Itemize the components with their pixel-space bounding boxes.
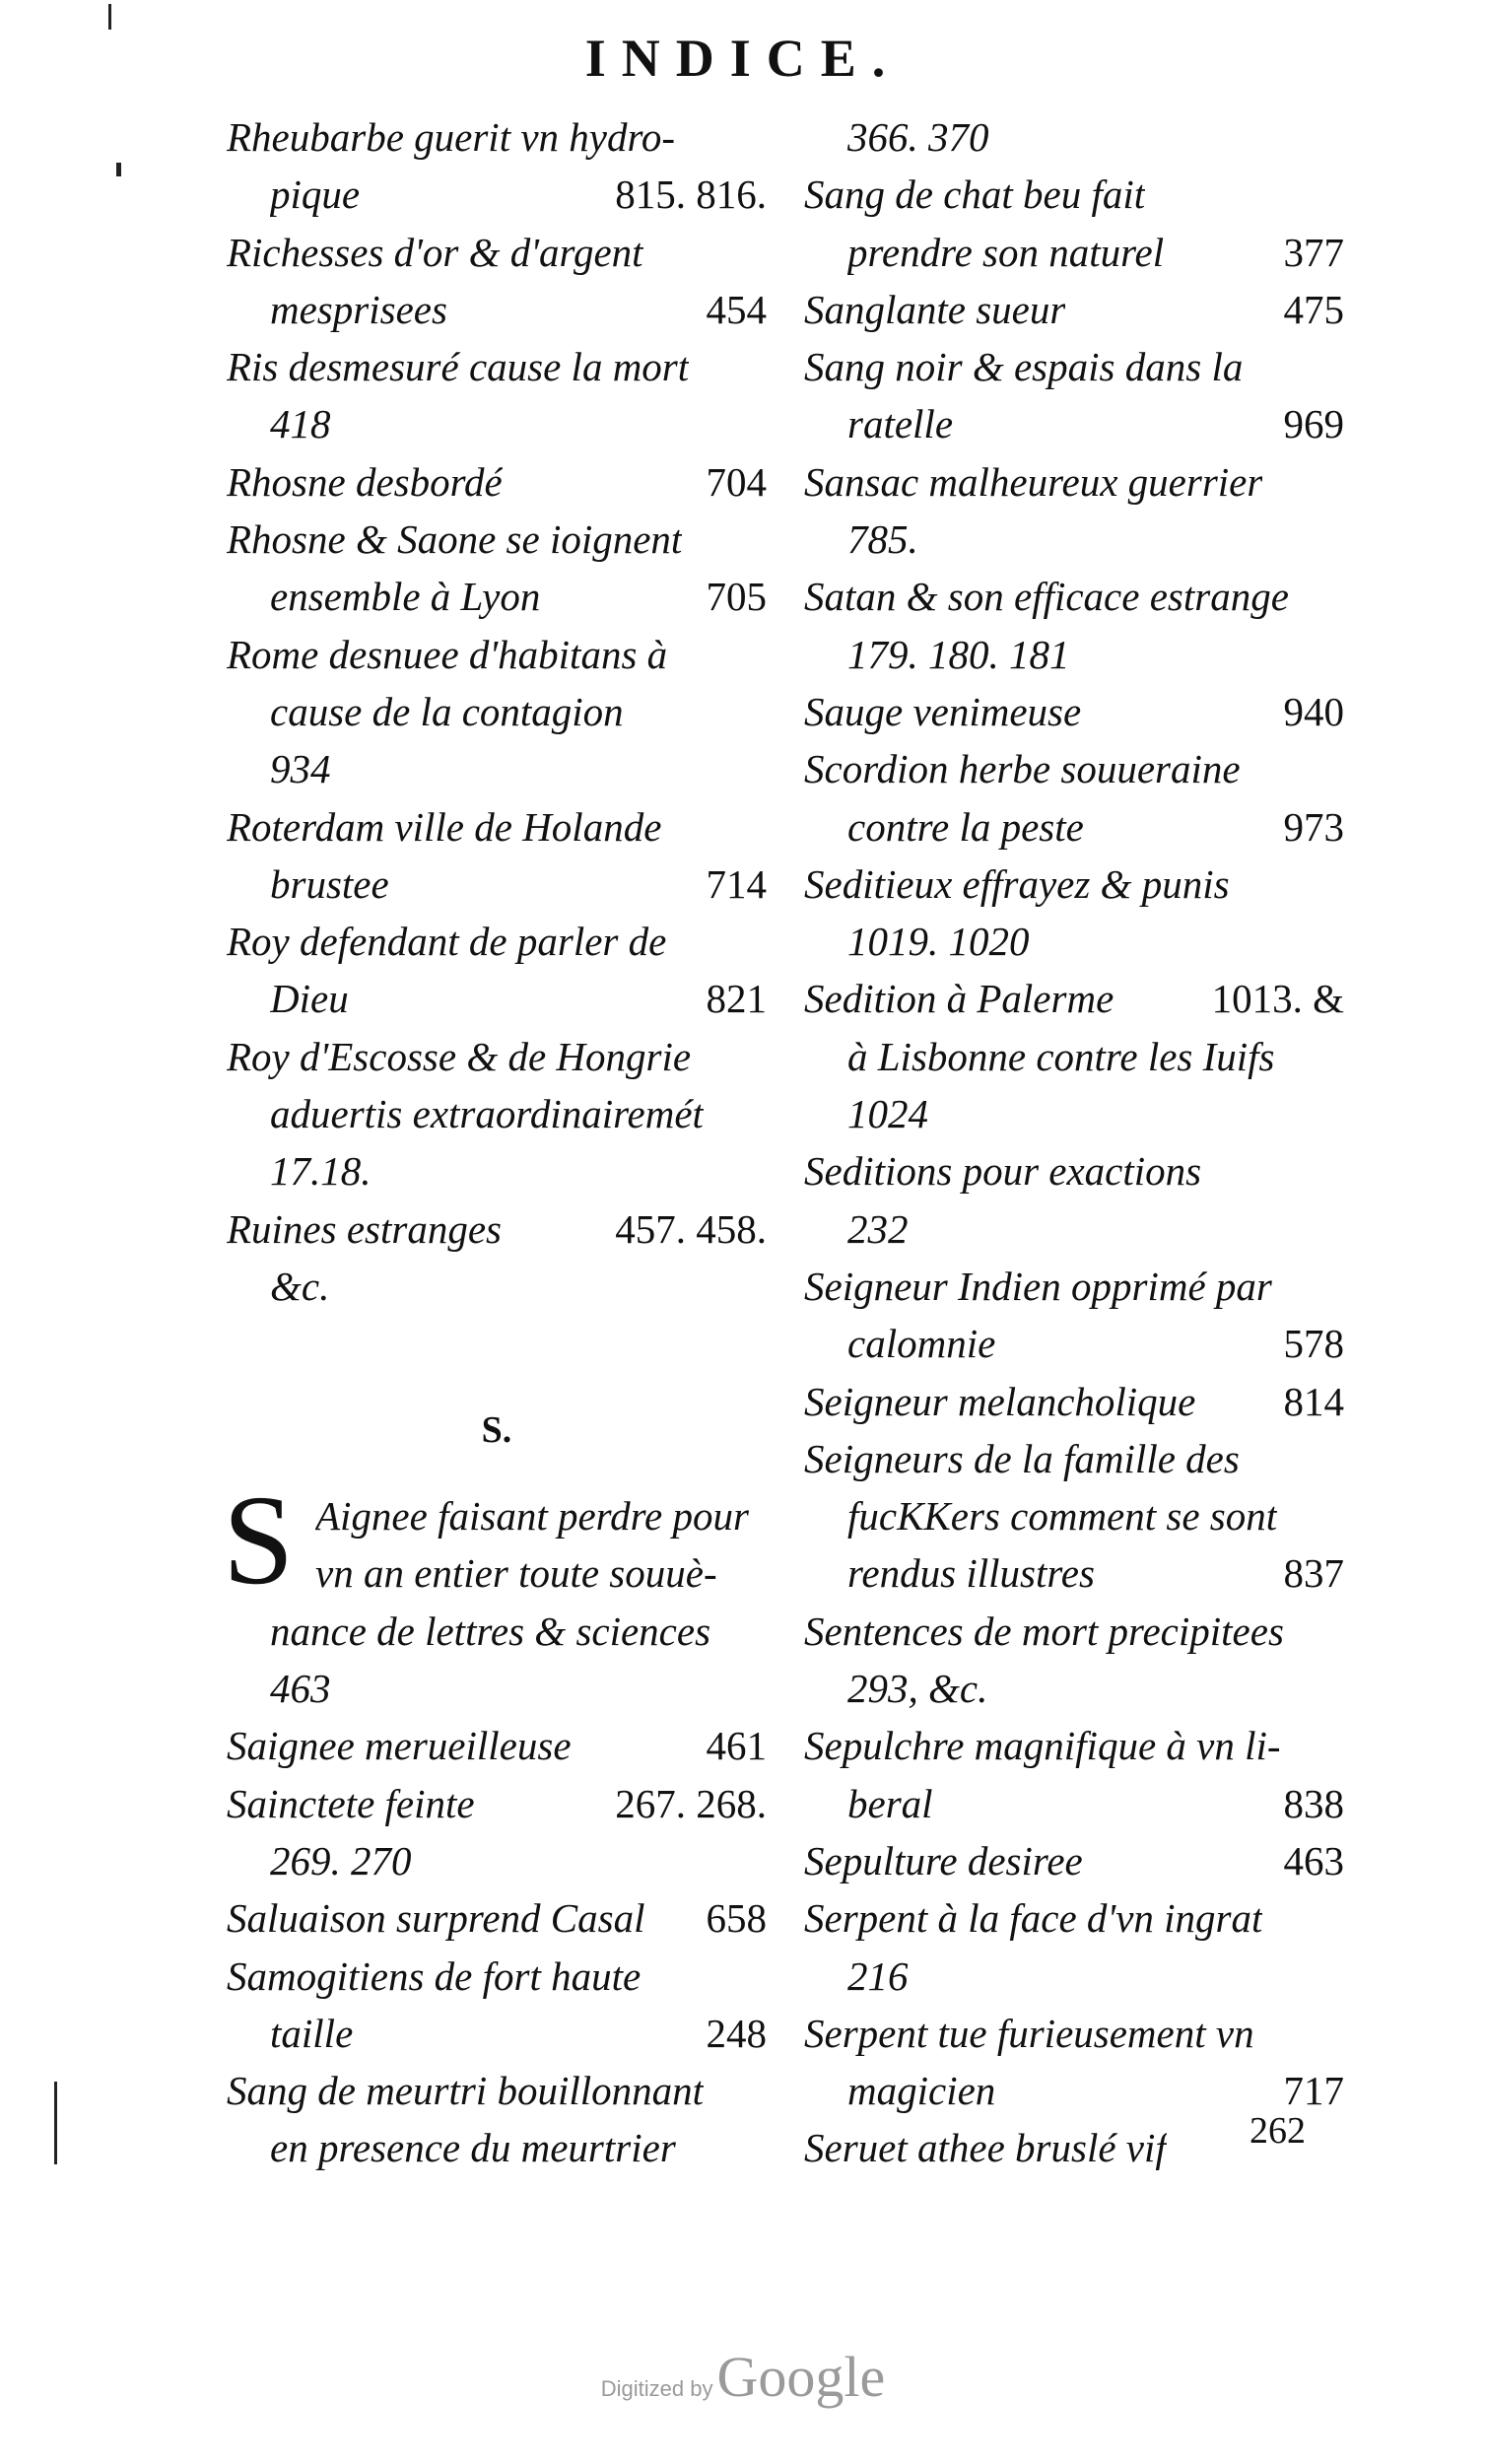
entry-text: beral [847,1780,933,1826]
entry-text: 785. [847,516,918,563]
entry-text: nance de lettres & sciences [270,1608,711,1654]
entry-text: Sepulchre magnifique à vn li- [804,1723,1281,1769]
index-entry [804,856,1344,913]
entry-text: vn an entier toute souuè- [315,1550,717,1597]
entry-text: mesprisees [270,286,447,332]
entry-page-number: 461 [706,1723,767,1769]
entry-text: calomnie [847,1321,996,1367]
index-entry [804,798,1344,856]
entry-text: cause de la contagion [270,688,624,734]
entry-text: 463 [270,1666,331,1712]
entry-text: taille [270,2010,354,2056]
index-entry [227,1717,767,1774]
entry-text: Roy defendant de parler de [227,919,667,965]
entry-text: Richesses d'or & d'argent [227,229,643,275]
entry-text: 179. 180. 181 [847,631,1070,677]
left-entries-r [227,108,767,1315]
entry-page-number: 815. 816. [615,171,767,218]
index-entry [804,511,1344,568]
index-column-left [223,108,767,2177]
entry-text: Rheubarbe guerit vn hydro- [227,114,676,160]
entry-text: Roy d'Escosse & de Hongrie [227,1033,692,1079]
index-entry [804,740,1344,797]
section-letter-s: S. [481,1408,512,1451]
index-entry [227,1200,767,1258]
entry-text: Satan & son efficace estrange [804,574,1289,620]
index-entry [227,1258,767,1315]
index-entry [804,166,1344,223]
index-entry [804,568,1344,625]
entry-page-number: 1013. & [1211,976,1344,1022]
index-entry [804,2005,1344,2062]
entry-page-number: 463 [1283,1837,1344,1883]
entry-page-number: 837 [1283,1550,1344,1597]
margin-mark [108,4,111,30]
entry-page-number: 814 [1283,1378,1344,1424]
entry-text: 934 [270,746,331,792]
entry-text: 269. 270 [270,1837,412,1883]
entry-text: Sauge venimeuse [804,688,1082,734]
index-entry [804,1544,1344,1602]
index-entry [804,1258,1344,1315]
entry-page-number: 658 [706,1895,767,1942]
entry-text: Sanglante sueur [804,286,1066,332]
entry-page-number: 267. 268. [615,1780,767,1826]
index-entry [804,1487,1344,1544]
index-entry [227,2119,767,2176]
index-entry [227,626,767,683]
index-entry [227,1948,767,2005]
index-entry [227,798,767,856]
entry-text: 1024 [847,1091,928,1137]
index-entry [804,338,1344,395]
entry-page-number: 969 [1283,401,1344,447]
index-entry [227,166,767,223]
footer-prefix: Digitized by [600,2376,713,2401]
index-entry [227,453,767,511]
footer-brand: Google [716,2345,886,2409]
entry-text: Sentences de mort precipitees [804,1608,1284,1654]
entry-text: Roterdam ville de Holande [227,803,662,850]
index-entry [227,224,767,281]
entry-text: Saignee merueilleuse [227,1723,572,1769]
entry-text: Seditions pour exactions [804,1148,1202,1195]
entry-text: ratelle [847,401,954,447]
entry-text: pique [270,171,361,218]
index-entry [227,1832,767,1889]
entry-text: 293, &c. [847,1666,988,1712]
index-entry [804,108,1344,166]
entry-page-number: 377 [1283,229,1344,275]
entry-page-number: 714 [706,860,767,907]
entry-text: 216 [847,1952,909,1999]
entry-text: Seigneurs de la famille des [804,1435,1240,1481]
entry-text: Sansac malheureux guerrier [804,458,1263,505]
catchword: 262 [1250,2110,1306,2152]
entry-text: Sainctete feinte [227,1780,475,1826]
index-entry [227,1889,767,1947]
index-entry [804,224,1344,281]
entry-page-number: 248 [706,2010,767,2056]
entry-text: Seigneur Indien opprimé par [804,1263,1272,1309]
entry-text: Ruines estranges [227,1205,502,1252]
entry-page-number: 578 [1283,1321,1344,1367]
index-entry [227,1142,767,1199]
entry-page-number: 475 [1283,286,1344,332]
index-entry [804,1660,1344,1717]
digitized-footer [0,2344,1486,2410]
index-entry [227,338,767,395]
index-entry [227,683,767,740]
entry-page-number: 457. 458. [615,1205,767,1252]
entry-text: 418 [270,401,331,447]
index-entry [804,1775,1344,1832]
entry-text: Sang de meurtri bouillonnant [227,2068,705,2114]
entry-text: 17.18. [270,1148,372,1195]
entry-text: &c. [270,1263,330,1309]
entry-text: Sepulture desiree [804,1837,1083,1883]
index-entry [227,740,767,797]
index-entry [227,395,767,452]
index-entry [227,281,767,338]
entry-text: à Lisbonne contre les Iuifs [847,1033,1275,1079]
entry-text: Saluaison surprend Casal [227,1895,645,1942]
margin-mark [54,2082,57,2164]
index-column-right [804,108,1344,2177]
entry-page-number: 704 [706,458,767,505]
section-s-entries [223,1470,767,2177]
index-entry [804,970,1344,1027]
entry-text: brustee [270,860,389,907]
entry-page-number: 940 [1283,688,1344,734]
index-entry [227,1603,767,1660]
entry-text: Rhosne & Saone se ioignent [227,516,683,563]
index-entry [227,1660,767,1717]
index-entry [227,856,767,913]
entry-text: Seditieux effrayez & punis [804,860,1230,907]
entry-text: prendre son naturel [847,229,1165,275]
entry-text: magicien [847,2068,996,2114]
index-entry [804,913,1344,970]
entry-text: Ris desmesuré cause la mort [227,344,690,390]
entry-text: 232 [847,1205,909,1252]
index-entry [804,1200,1344,1258]
entry-page-number: 821 [706,976,767,1022]
entry-page-number: 454 [706,286,767,332]
drop-cap-letter: S [223,1470,295,1612]
entry-page-number: 838 [1283,1780,1344,1826]
index-entry [804,1315,1344,1372]
index-entry [227,568,767,625]
index-entry [227,2005,767,2062]
entry-text: Sang de chat beu fait [804,171,1146,218]
index-entry [804,395,1344,452]
entry-text: Sang noir & espais dans la [804,344,1244,390]
index-entry [804,1948,1344,2005]
entry-text: rendus illustres [847,1550,1095,1597]
index-entry [227,970,767,1027]
entry-page-number: 705 [706,574,767,620]
index-entry [227,1775,767,1832]
index-entry [804,1142,1344,1199]
entry-text: Scordion herbe souueraine [804,746,1241,792]
entry-text: Serpent à la face d'vn ingrat [804,1895,1263,1942]
index-entry [227,108,767,166]
index-entry [804,1085,1344,1142]
entry-text: Seigneur melancholique [804,1378,1196,1424]
index-entry [227,1487,767,1544]
margin-mark [116,163,121,176]
entry-text: 366. 370 [847,114,989,160]
entry-text: Seruet athee bruslé vif [804,2125,1167,2171]
index-entry [804,1603,1344,1660]
entry-text: ensemble à Lyon [270,574,541,620]
entry-text: aduertis extraordinairemét [270,1091,704,1137]
index-entry [227,1544,767,1602]
entry-text: Rome desnuee d'habitans à [227,631,668,677]
entry-text: Rhosne desbordé [227,458,503,505]
index-entry [227,511,767,568]
entry-text: Dieu [270,976,349,1022]
page-title: INDICE. [584,29,902,88]
entry-text: 1019. 1020 [847,919,1030,965]
entry-text: Samogitiens de fort haute [227,1952,642,1999]
index-entry [227,913,767,970]
index-entry [804,453,1344,511]
index-entry [804,1717,1344,1774]
entry-text: fucKKers comment se sont [847,1493,1278,1540]
entry-page-number: 973 [1283,803,1344,850]
entry-text: Serpent tue furieusement vn [804,2010,1254,2056]
entry-text: Aignee faisant perdre pour [315,1493,749,1540]
index-entry [804,1373,1344,1430]
entry-page-number: 717 [1283,2068,1344,2114]
index-entry [227,1085,767,1142]
index-entry [804,1889,1344,1947]
index-entry [804,1430,1344,1487]
entry-text: contre la peste [847,803,1084,850]
index-entry [804,1028,1344,1085]
entry-text: Sedition à Palerme [804,976,1114,1022]
entry-text: en presence du meurtrier [270,2125,676,2171]
right-entries [804,108,1344,2177]
index-entry [804,683,1344,740]
index-entry [227,2062,767,2119]
index-entry [804,1832,1344,1889]
index-entry [804,281,1344,338]
index-entry [804,626,1344,683]
spacer [227,1315,767,1372]
index-entry [227,1028,767,1085]
